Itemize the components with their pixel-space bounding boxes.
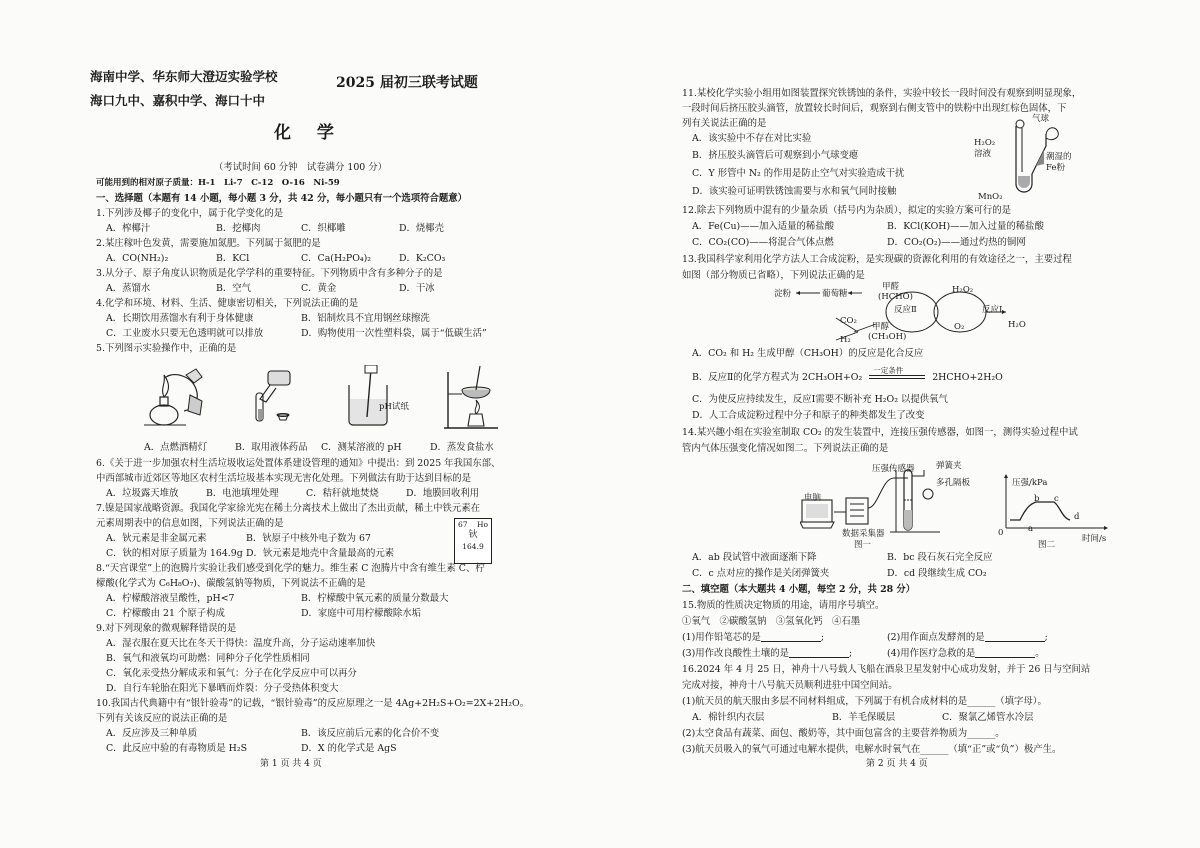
q12-option-c: C．CO₂(CO)——将混合气体点燃 [692,237,834,248]
q15-part-1-label: (1)用作铅笔芯的是 [682,632,761,643]
q14-label-point-b: b [1034,494,1040,504]
q7-option-b: B．钬原子中核外电子数为 67 [246,533,371,544]
q6-option-b: B．电池填埋处理 [206,488,279,499]
q12-stem: 12.除去下列物质中混有的少量杂质（括号内为杂质），拟定的实验方案可行的是 [682,205,1011,216]
q13-label-h2: H₂ [840,335,851,345]
q14-label-plate: 多孔隔板 [936,478,971,488]
q8-option-c: C．柠檬酸由 21 个原子构成 [106,608,225,619]
q7-option-d: D．钬元素是地壳中含量最高的元素 [246,548,395,559]
q15-part-4: (4)用作医疗急救的是 。 [887,648,1045,659]
q13-option-c: C．为使反应持续发生，反应Ⅰ需要不断补充 H₂O₂ 以提供氧气 [692,394,948,405]
q14-label-pressure-axis: 压强/kPa [1012,478,1048,488]
q10-stem-line-1: 10.我国古代典籍中有“银针验毒”的记载，“银针验毒”的反应原理之一是 4Ag+2H₂S+O₂=2X+2H₂O。 [96,698,530,709]
q1-option-b: B．挖椰肉 [216,223,261,234]
page-2-footer: 第 2 页 共 4 页 [866,759,928,769]
q2-stem: 2.某庄稼叶色发黄，需要施加氮肥。下列属于氮肥的是 [96,238,321,249]
q4-option-c: C．工业废水只要无色透明就可以排放 [106,328,264,339]
q9-option-b: B．氧气和液氧均可助燃：同种分子化学性质相同 [106,653,310,664]
q9-option-c: C．氧化汞受热分解成汞和氧气：分子在化学反应中可以再分 [106,668,357,679]
q5-stem: 5.下列图示实验操作中，正确的是 [96,343,237,354]
q14-label-figure-1: 图一 [854,540,872,550]
q5-figure-a [136,365,212,433]
q3-stem: 3.从分子、原子角度认识物质是化学学科的重要特征。下列物质中含有多种分子的是 [96,268,443,279]
q13-label-meoh: 甲醇 [872,322,890,332]
q14-option-a: A．ab 段试管中液面逐渐下降 [692,552,817,563]
q9-option-a: A．湿衣服在夏天比在冬天干得快：温度升高，分子运动速率加快 [106,638,376,649]
school-line-2: 海口九中、嘉积中学、海口十中 [90,93,266,108]
q6-option-d: D．地膜回收利用 [406,488,480,499]
q14-option-c: C．c 点对应的操作是关闭弹簧夹 [692,568,830,579]
q15-part-2-label: (2)用作面点发酵剂的是 [887,632,985,643]
q14-label-point-a: a [1028,524,1034,534]
q15-choices: ①氧气 ②碳酸氢钠 ③氢氧化钙 ④石墨 [682,616,861,627]
q13-option-b [692,366,1003,385]
q15-part-3-label: (3)用作改良酸性土壤的是 [682,648,790,659]
q8-stem-line-1: 8.“天宫课堂”上的泡腾片实验让我们感受到化学的魅力。维生素 C 泡腾片中含有维生素 C、柠 [96,563,485,574]
q2-option-a: A．CO(NH₂)₂ [106,253,169,264]
exam-info: （考试时间 60 分钟 试卷满分 100 分） [214,162,387,173]
q3-option-a: A．蒸馏水 [106,283,151,294]
q5-figure-b [238,365,308,433]
q11-stem-line-1: 11.某校化学实验小组用如图装置探究铁锈蚀的条件，实验中较长一段时间没有观察到明显现象， [682,88,1082,99]
q6-stem-line-1: 6.《关于进一步加强农村生活垃圾收运处置体系建设管理的通知》中提出：到 2025 年我国东部、 [96,458,501,469]
q10-option-c: C．此反应中验的有毒物质是 H₂S [106,743,248,754]
q14-option-d: D．cd 段继续生成 CO₂ [887,568,987,579]
q13-stem-line-1: 13.我国科学家利用化学方法人工合成淀粉，是实现碳的资源化利用的有效途径之一，主要过程 [682,254,1072,265]
q11-option-d: D．该实验可证明铁锈蚀需要与水和氧气同时接触 [692,186,897,197]
q11-label-mno2: MnO₂ [978,192,1003,202]
q11-label-balloon: 气球 [1032,114,1050,124]
q16-part-3: (3)航天员吸入的氧气可通过电解水提供，电解水时氧气在______（填“正”或“负”）极产生。 [682,744,1062,755]
q15-part-3: (3)用作改良酸性土壤的是 ; [682,648,853,659]
q15-part-4-label: (4)用作医疗急救的是 [887,648,976,659]
q11-label-h2o2: H₂O₂ [974,138,996,148]
q13-label-hcho: 甲醛 [882,282,900,292]
q13-label-meoh-formula: (CH₃OH) [868,332,907,342]
q14-label-pc: 电脑 [804,493,822,503]
q11-option-b: B．挤压胶头滴管后可观察到小气球变瘪 [692,150,859,161]
section-1-title: 一、选择题（本题有 14 小题，每小题 3 分，共 42 分，每小题只有一个选项符合题意） [96,193,467,204]
q15-blank-3[interactable] [789,647,849,658]
q8-stem-line-2: 檬酸(化学式为 C₆H₈O₇)、碳酸氢钠等物质，下列说法不正确的是 [96,578,366,589]
q13-label-hcho-formula: (HCHO) [878,292,913,302]
q2-option-d: D．K₂CO₃ [399,253,446,264]
q16-option-b: B．羊毛保暖层 [832,712,896,723]
q1-option-a: A．榨椰汁 [106,223,151,234]
q9-stem: 9.对下列现象的微观解释错误的是 [96,623,237,634]
q14-option-b: B．bc 段石灰石完全反应 [887,552,993,563]
q11-option-c: C．Y 形管中 N₂ 的作用是防止空气对实验造成干扰 [692,168,905,179]
q11-stem-line-3: 列有关说法正确的是 [682,118,767,129]
q7-stem-line-1: 7.镍是国家战略资源。我国化学家徐光宪在稀土分离技术上做出了杰出贡献，稀土中铁元素在 [96,503,480,514]
q14-label-figure-2: 图二 [1038,540,1056,550]
q8-option-d: D．家庭中可用柠檬酸除水垢 [301,608,422,619]
q13-label-o2: O₂ [954,322,965,332]
q15-part-2: (2)用作面点发酵剂的是 ; [887,632,1048,643]
q1-stem: 1.下列涉及椰子的变化中，属于化学变化的是 [96,208,284,219]
q13-label-reaction-1: 反应Ⅰ [982,305,1003,315]
q16-option-a: A．棉针织内衣层 [692,712,765,723]
q5-option-c: C．测某溶液的 pH [321,442,402,453]
q5-option-d: D．蒸发食盐水 [430,442,494,453]
q4-option-b: B．铝制炊具不宜用钢丝球擦洗 [301,313,430,324]
q14-label-sensor: 压强传感器 [872,464,915,474]
q13-label-starch: 淀粉 [774,289,792,299]
q7-element-symbol: Ho [476,520,488,529]
q16-stem-line-2: 完成对接，神舟十八号航天员顺利进驻中国空间站。 [682,680,898,691]
q1-option-c: C．织椰雕 [301,223,346,234]
q11-option-a: A．该实验中不存在对比实验 [692,133,812,144]
q5-option-b: B．取用液体药品 [235,442,308,453]
q11-label-fe: Fe粉 [1046,163,1065,173]
q4-stem: 4.化学和环境、材料、生活、健康密切相关，下列说法正确的是 [96,298,359,309]
q5-ph-paper-label: pH试纸 [379,402,409,412]
q5-option-a: A．点燃酒精灯 [144,442,208,453]
q14-label-collector: 数据采集器 [842,529,885,539]
q14-stem-line-2: 管内气体压强变化情况如图二。下列说法正确的是 [682,443,889,454]
q16-part-2: (2)太空食品有蔬菜、面包、酸奶等，其中面包富含的主要营养物质为______。 [682,728,1005,739]
q16-part-1: (1)航天员的航天服由多层不同材料组成，下列属于有机合成材料的是______（填字母）。 [682,696,1047,707]
school-line-1: 海南中学、华东师大澄迈实验学校 [90,69,278,84]
q13-option-a: A．CO₂ 和 H₂ 生成甲醇（CH₃OH）的反应是化合反应 [692,348,924,359]
q12-option-b: B．KCl(KOH)——加入过量的稀盐酸 [887,221,1044,232]
q15-blank-4[interactable] [975,647,1035,658]
q7-stem-line-2: 元素周期表中的信息如图，下列说法正确的是 [96,518,284,529]
q8-option-b: B．柠檬酸中氧元素的质量分数最大 [301,593,449,604]
q12-option-d: D．CO₂(O₂)——通过灼热的铜网 [887,237,1026,248]
q13-label-h2o2: H₂O₂ [952,285,974,295]
q3-option-c: C．黄金 [301,283,337,294]
q16-option-c: C．聚氯乙烯管水冷层 [942,712,1034,723]
q14-label-clip: 弹簧夹 [936,461,962,471]
section-2-title: 二、填空题（本大题共 4 小题，每空 2 分，共 28 分） [682,584,916,595]
q13-option-b-left: B．反应Ⅱ的化学方程式为 2CH₃OH+O₂ [692,372,863,383]
q13-label-h2o: H₂O [1008,320,1026,330]
q13-condition-label: 一定条件 [873,366,904,376]
q5-figure-c [341,365,421,433]
q12-option-a: A．Fe(Cu)——加入适量的稀盐酸 [692,221,834,232]
q11-stem-line-2: 一段时间后挤压胶头滴管，放置较长时间后，观察到右侧支管中的铁粉中出现红棕色固体，下 [682,103,1067,114]
q1-option-d: D．烧椰壳 [399,223,445,234]
q14-label-point-d: d [1074,512,1080,522]
q11-label-wet: 潮湿的 [1046,152,1072,162]
q9-option-d: D．自行车轮胎在阳光下暴晒而炸裂：分子受热体积变大 [106,683,339,694]
q14-label-time-axis: 时间/s [1082,534,1107,544]
q7-element-name: 钬 [468,530,478,540]
atomic-masses: 可能用到的相对原子质量：H-1 Li-7 C-12 O-16 Ni-59 [96,178,340,188]
q13-label-reaction-2: 反应Ⅱ [894,305,917,315]
q6-option-a: A．垃圾露天堆放 [106,488,179,499]
q10-option-b: B．该反应前后元素的化合价不变 [301,728,440,739]
q5-figure-d [442,364,502,434]
q15-blank-2[interactable] [985,631,1045,642]
q14-stem-line-1: 14.某兴趣小组在实验室制取 CO₂ 的发生装置中，连接压强传感器，如图一，测得实验过程中试 [682,427,1078,438]
page-1 [90,0,556,848]
q15-stem: 15.物质的性质决定物质的用途，请用序号填空。 [682,600,885,611]
q15-part-1: (1)用作铅笔芯的是 ; [682,632,825,643]
q4-option-d: D．购物使用一次性塑料袋，属于“低碳生活” [301,328,487,339]
q14-label-origin: 0 [998,528,1004,538]
subject-title: 化 学 [274,123,344,143]
page-1-footer: 第 1 页 共 4 页 [260,759,322,769]
q11-label-solution: 溶液 [974,149,992,159]
q10-stem-line-2: 下列有关该反应的说法正确的是 [96,713,228,724]
exam-title: 2025 届初三联考试题 [336,75,478,91]
q7-option-a: A．钬元素是非金属元素 [106,533,207,544]
q13-option-d: D．人工合成淀粉过程中分子和原子的种类都发生了改变 [692,410,925,421]
q3-option-b: B．空气 [216,283,252,294]
q2-option-c: C．Ca(H₂PO₄)₂ [301,253,372,264]
q3-option-d: D．干冰 [399,283,435,294]
q15-blank-1[interactable] [761,631,821,642]
q2-option-b: B．KCl [216,253,250,264]
q10-option-d: D．X 的化学式是 AgS [301,743,397,754]
q4-option-a: A．长期饮用蒸馏水有利于身体健康 [106,313,254,324]
q16-stem-line-1: 16.2024 年 4 月 25 日，神舟十八号载人飞船在酒泉卫星发射中心成功发射，并于 26 日与空间站 [682,664,1091,675]
q8-option-a: A．柠檬酸溶液呈酸性，pH<7 [106,593,235,604]
q7-periodic-cell [454,518,492,564]
q13-stem-line-2: 如图（部分物质已省略），下列说法正确的是 [682,270,865,281]
q7-atomic-mass: 164.9 [462,542,484,551]
q7-atomic-number: 67 [458,520,468,529]
q13-option-b-right: 2HCHO+2H₂O [932,372,1003,383]
q6-option-c: C．秸秆就地焚烧 [306,488,379,499]
q13-equation-arrow [869,366,925,385]
q6-stem-line-2: 中西部城市近郊区等地区农村生活垃圾基本实现无害化处理。下列做法有助于达到目标的是 [96,473,472,484]
q7-option-c: C．钬的相对原子质量为 164.9g [106,548,243,559]
page-2 [682,0,1152,848]
q13-label-co2: CO₂ [840,316,857,326]
q14-label-point-c: c [1054,494,1059,504]
q10-option-a: A．反应涉及三种单质 [106,728,198,739]
q13-label-glucose: 葡萄糖 [822,289,848,299]
